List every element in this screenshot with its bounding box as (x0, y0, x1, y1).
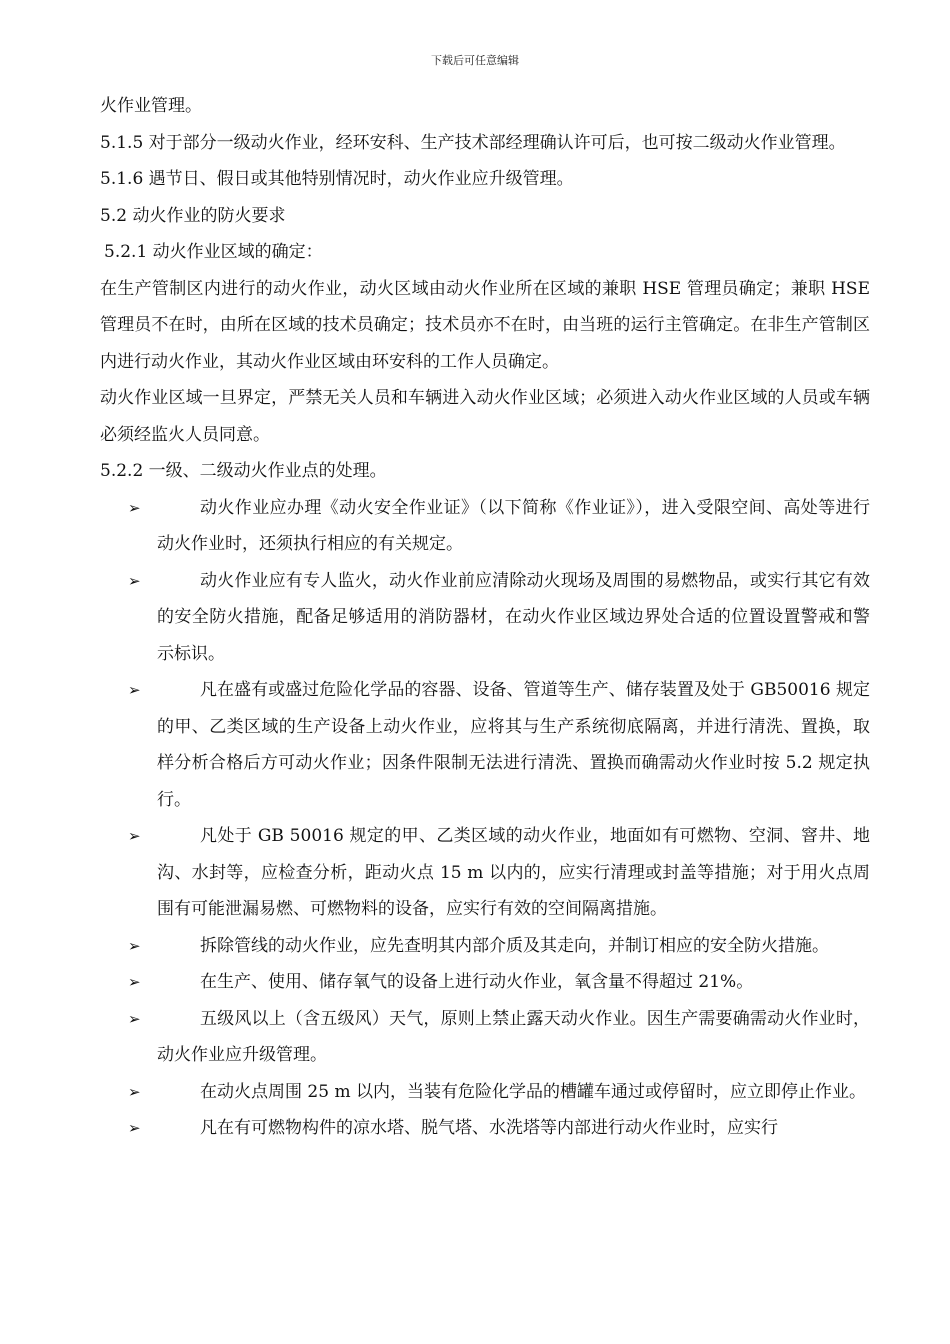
arrow-bullet-icon: ➢ (128, 498, 141, 517)
paragraph-5-1-5: 5.1.5 对于部分一级动火作业，经环安科、生产技术部经理确认许可后，也可按二级动火作业管理。 (100, 132, 846, 153)
list-item-text: 在动火点周围 25 m 以内，当装有危险化学品的槽罐车通过或停留时，应立即停止作业。 (200, 1081, 866, 1102)
arrow-bullet-icon: ➢ (128, 1009, 141, 1028)
requirement-list (100, 490, 870, 1147)
arrow-bullet-icon: ➢ (128, 681, 141, 699)
arrow-bullet-icon: ➢ (128, 1119, 141, 1137)
list-item-text: 动火作业应有专人监火，动火作业前应清除动火现场及周围的易燃物品，或实行其它有效的安全防火措施，配备足够适用的消防器材，在动火作业区域边界处合适的位置设置警戒和警示标识。 (157, 570, 870, 664)
heading-5-2-2: 5.2.2 一级、二级动火作业点的处理。 (100, 461, 387, 481)
list-item-text: 在生产、使用、储存氧气的设备上进行动火作业，氧含量不得超过 21%。 (200, 972, 754, 992)
heading-5-2-1: 5.2.1 动火作业区域的确定： (104, 242, 323, 262)
list-item (100, 1001, 870, 1074)
heading-5-2: 5.2 动火作业的防火要求 (100, 205, 286, 226)
list-item (100, 1074, 870, 1111)
list-item (100, 563, 870, 673)
document-body (100, 88, 870, 1147)
list-item-text: 拆除管线的动火作业，应先查明其内部介质及其走向，并制订相应的安全防火措施。 (200, 935, 829, 956)
list-item (100, 964, 870, 1001)
list-item (100, 928, 870, 965)
paragraph-zone-definition: 在生产管制区内进行的动火作业，动火区域由动火作业所在区域的兼职 HSE 管理员确定；兼职 HSE 管理员不在时，由所在区域的技术员确定；技术员亦不在时，由当班的运行主管确定。在非生产管制区内进行动火作业，其动火作业区域由环安科的工作人员确定。 (100, 278, 870, 372)
arrow-bullet-icon: ➢ (128, 827, 141, 845)
list-item-text: 凡在有可燃物构件的凉水塔、脱气塔、水洗塔等内部进行动火作业时，应实行 (200, 1118, 778, 1138)
list-item (100, 1110, 870, 1147)
paragraph-continuation: 火作业管理。 (100, 96, 202, 116)
page-header: 下载后可任意编辑 (431, 54, 519, 67)
list-item-text: 五级风以上（含五级风）天气，原则上禁止露天动火作业。因生产需要确需动火作业时，动火作业应升级管理。 (157, 1008, 870, 1065)
arrow-bullet-icon: ➢ (128, 1082, 141, 1101)
paragraph-zone-restriction: 动火作业区域一旦界定，严禁无关人员和车辆进入动火作业区域；必须进入动火作业区域的人员或车辆必须经监火人员同意。 (100, 388, 870, 445)
arrow-bullet-icon: ➢ (128, 571, 141, 590)
list-item (100, 672, 870, 818)
paragraph-5-1-6: 5.1.6 遇节日、假日或其他特别情况时，动火作业应升级管理。 (100, 169, 574, 189)
list-item-text: 动火作业应办理《动火安全作业证》（以下简称《作业证》），进入受限空间、高处等进行动火作业时，还须执行相应的有关规定。 (157, 497, 870, 554)
arrow-bullet-icon: ➢ (128, 936, 141, 955)
arrow-bullet-icon: ➢ (128, 973, 141, 991)
list-item (100, 490, 870, 563)
list-item-text: 凡处于 GB 50016 规定的甲、乙类区域的动火作业，地面如有可燃物、空洞、窨井、地沟、水封等，应检查分析，距动火点 15 m 以内的，应实行清理或封盖等措施；对于用火点周围有可能泄漏易燃、可燃物料的设备，应实行有效的空间隔离措施。 (157, 826, 870, 919)
list-item (100, 818, 870, 928)
list-item-text: 凡在盛有或盛过危险化学品的容器、设备、管道等生产、储存装置及处于 GB50016 规定的甲、乙类区域的生产设备上动火作业，应将其与生产系统彻底隔离，并进行清洗、置换，取样分析合格后方可动火作业；因条件限制无法进行清洗、置换而确需动火作业时按 5.2 规定执行。 (157, 680, 870, 810)
